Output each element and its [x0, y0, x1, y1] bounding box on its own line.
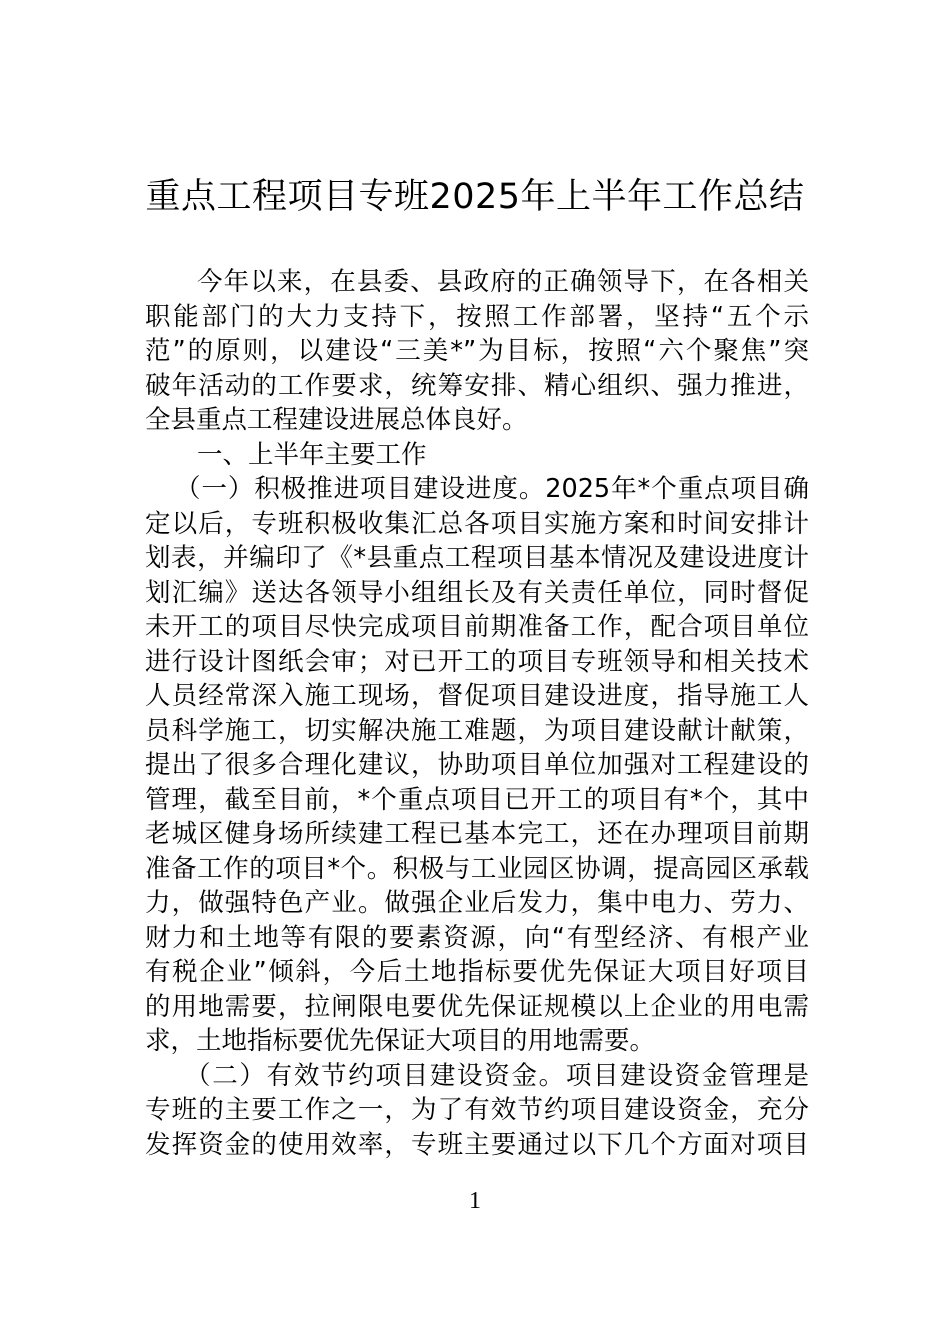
text-line: 求，土地指标要优先保证大项目的用地需要。 [145, 1026, 656, 1056]
text-line: 管理，截至目前，*个重点项目已开工的项目有*个，其中 [145, 784, 809, 815]
text-line: （二）有效节约项目建设资金。项目建设资金管理是 [185, 1060, 809, 1091]
text-line: 全县重点工程建设进展总体良好。 [145, 405, 528, 435]
text-line: 定以后，专班积极收集汇总各项目实施方案和时间安排计 [145, 508, 809, 539]
text-line: 未开工的项目尽快完成项目前期准备工作，配合项目单位 [145, 612, 809, 642]
page-number: 1 [469, 1188, 481, 1214]
text-line: 财力和土地等有限的要素资源，向“有型经济、有根产业 [145, 922, 809, 953]
text-line: （一）积极推进项目建设进度。2025年*个重点项目确 [175, 474, 809, 504]
text-line: 破年活动的工作要求，统筹安排、精心组织、强力推进， [145, 370, 809, 401]
document-title: 重点工程项目专班2025年上半年工作总结 [145, 177, 805, 217]
document-body [145, 265, 809, 1162]
text-line: 划表，并编印了《*县重点工程项目基本情况及建设进度计 [145, 543, 809, 573]
text-line: 准备工作的项目*个。积极与工业园区协调，提高园区承载 [145, 853, 809, 884]
text-line: 力，做强特色产业。做强企业后发力，集中电力、劳力、 [145, 888, 809, 918]
text-line: 范”的原则，以建设“三美*”为目标，按照“六个聚焦”突 [145, 336, 809, 366]
text-line: 有税企业”倾斜，今后土地指标要优先保证大项目好项目 [145, 957, 809, 987]
text-line: 提出了很多合理化建议，协助项目单位加强对工程建设的 [145, 750, 809, 780]
text-line: 划汇编》送达各领导小组组长及有关责任单位，同时督促 [145, 577, 809, 608]
text-line: 今年以来，在县委、县政府的正确领导下，在各相关 [197, 267, 809, 297]
text-line: 的用地需要，拉闸限电要优先保证规模以上企业的用电需 [145, 991, 809, 1022]
text-line: 专班的主要工作之一，为了有效节约项目建设资金，充分 [145, 1095, 809, 1125]
text-line: 员科学施工，切实解决施工难题，为项目建设献计献策， [145, 715, 809, 746]
text-line: 发挥资金的使用效率，专班主要通过以下几个方面对项目 [145, 1129, 809, 1160]
text-line: 进行设计图纸会审；对已开工的项目专班领导和相关技术 [145, 646, 809, 677]
text-line: 老城区健身场所续建工程已基本完工，还在办理项目前期 [145, 819, 809, 849]
text-line: 职能部门的大力支持下，按照工作部署，坚持“五个示 [145, 301, 809, 332]
text-line: 人员经常深入施工现场，督促项目建设进度，指导施工人 [145, 681, 809, 711]
section-heading: 一、上半年主要工作 [197, 439, 427, 470]
